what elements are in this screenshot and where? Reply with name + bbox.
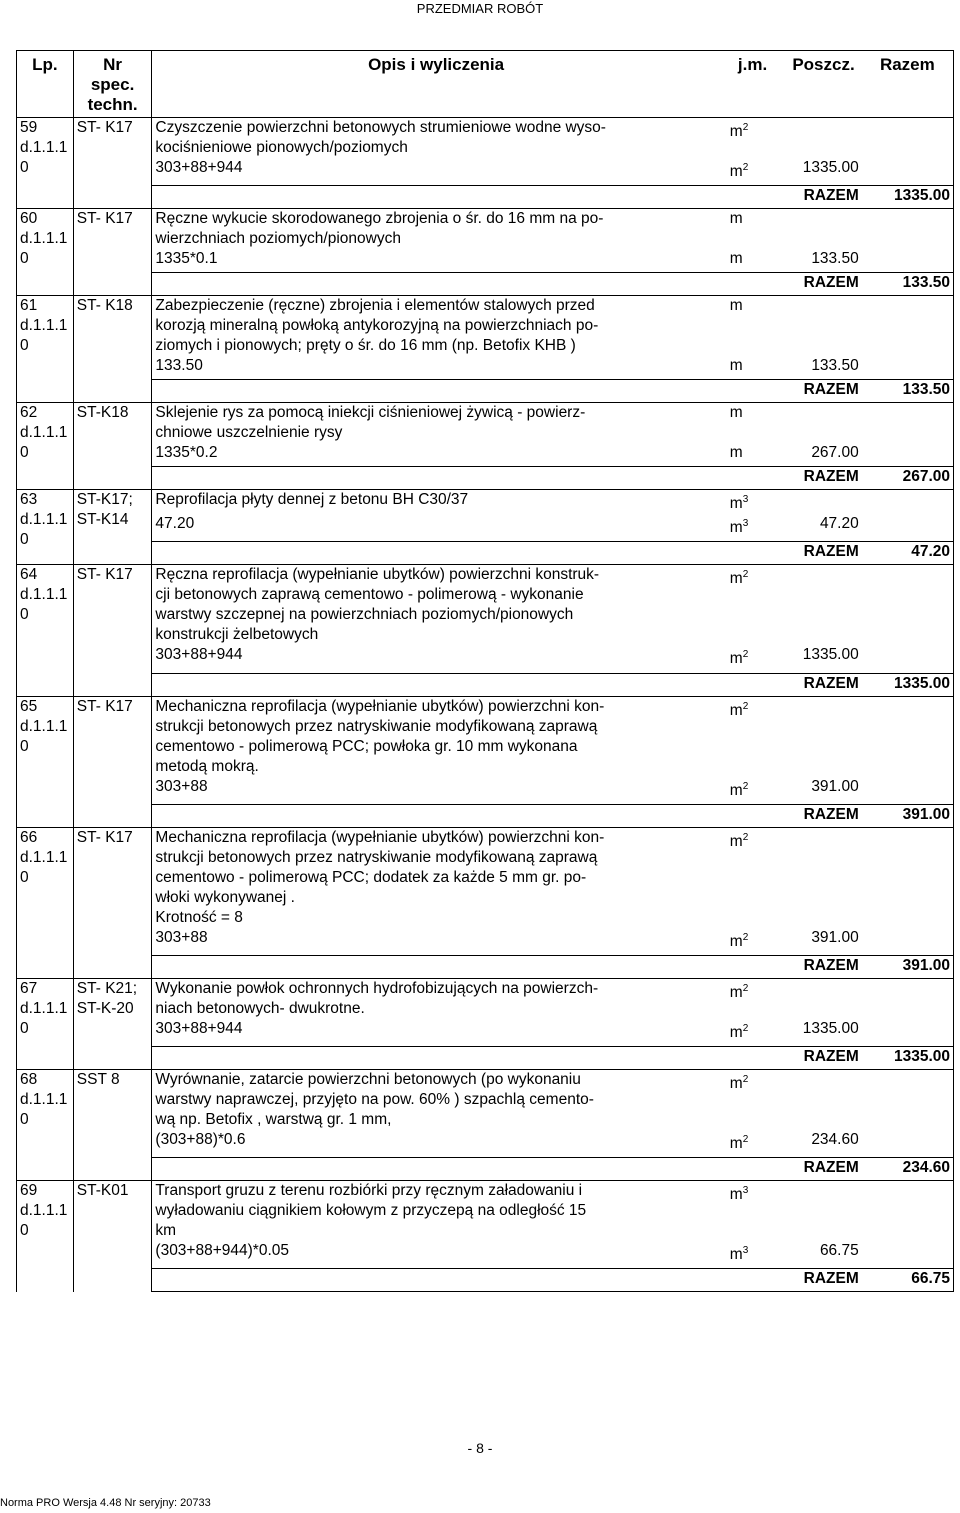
item-calc-unit: $m^2$	[729, 162, 749, 181]
empty-cell	[152, 273, 720, 296]
empty-cell	[862, 1241, 954, 1269]
empty-cell	[720, 804, 786, 827]
item-calculation: 303+88+944	[152, 1019, 720, 1047]
empty-cell	[152, 186, 720, 209]
empty-cell	[862, 978, 954, 1019]
item-unit: $m^2$	[720, 696, 786, 777]
item-row	[17, 696, 954, 777]
item-total-label: RAZEM	[785, 955, 861, 978]
item-total-label: RAZEM	[785, 804, 861, 827]
item-quantity: 1335.00	[802, 646, 859, 664]
header-lp: Lp.	[17, 51, 74, 118]
item-total-row	[17, 542, 954, 565]
item-total: 1335.00	[862, 186, 954, 209]
item-calculation: 303+88+944	[152, 158, 720, 186]
item-quantity: 1335.00	[802, 159, 859, 176]
empty-cell	[720, 380, 786, 403]
item-spec: ST- K17	[73, 209, 152, 296]
item-calc-row	[17, 249, 954, 273]
empty-cell	[785, 118, 861, 159]
item-description: Wyrównanie, zatarcie powierzchni betonowych (po wykonaniu warstwy naprawczej, przyjęto na pow. 60% ) szpachlą cemento- wą np. Betofix , warstwą gr. 1 mm,	[152, 1070, 720, 1131]
empty-cell	[785, 490, 861, 515]
item-total-label: RAZEM	[785, 380, 861, 403]
empty-cell	[720, 467, 786, 490]
empty-cell	[720, 1158, 786, 1181]
item-total-row	[17, 1158, 954, 1181]
item-calculation: (303+88)*0.6	[152, 1130, 720, 1158]
empty-cell	[785, 1070, 861, 1131]
item-calc-row	[17, 443, 954, 467]
item-description: Sklejenie rys za pomocą iniekcji ciśnieniowej żywicą - powierz- chniowe uszczelnienie rysy	[152, 403, 720, 444]
table-body	[17, 118, 954, 1292]
item-total-row	[17, 380, 954, 403]
empty-cell	[152, 542, 720, 565]
item-unit: $m^3$	[720, 1181, 786, 1242]
item-calculation: 133.50	[152, 356, 720, 380]
empty-cell	[862, 403, 954, 444]
empty-cell	[785, 978, 861, 1019]
header-opis: Opis i wyliczenia	[152, 51, 720, 118]
item-calculation: 1335*0.1	[152, 249, 720, 273]
item-calc-unit: m	[729, 250, 743, 268]
item-total: 1335.00	[862, 1047, 954, 1070]
empty-cell	[152, 1269, 720, 1292]
header-razem: Razem	[862, 51, 954, 118]
item-calc-row	[17, 928, 954, 956]
item-description: Mechaniczna reprofilacja (wypełnianie ubytków) powierzchni kon- strukcji betonowych przez natryskiwanie modyfikowaną zaprawą cementowo - polimerową PCC; powłoka gr. 10 mm wykonana metodą mokrą.	[152, 696, 720, 777]
item-row	[17, 490, 954, 515]
item-calc-unit: m	[729, 357, 743, 375]
empty-cell	[720, 1047, 786, 1070]
empty-cell	[785, 827, 861, 928]
item-quantity: 133.50	[811, 250, 859, 268]
item-calc-row	[17, 645, 954, 673]
empty-cell	[152, 804, 720, 827]
item-total-label: RAZEM	[785, 1158, 861, 1181]
item-total: 234.60	[862, 1158, 954, 1181]
item-calc-row	[17, 1130, 954, 1158]
item-total-label: RAZEM	[785, 186, 861, 209]
item-row	[17, 209, 954, 250]
item-calc-unit: $m^2$	[729, 780, 749, 799]
item-total-row	[17, 273, 954, 296]
item-quantity: 133.50	[811, 357, 859, 375]
header-poszcz: Poszcz.	[785, 51, 861, 118]
item-spec: ST- K17	[73, 827, 152, 978]
item-calculation: 303+88	[152, 928, 720, 956]
item-description: Wykonanie powłok ochronnych hydrofobizujących na powierzch- niach betonowych- dwukrotne.	[152, 978, 720, 1019]
item-total: 391.00	[862, 955, 954, 978]
item-row	[17, 1181, 954, 1242]
empty-cell	[720, 542, 786, 565]
item-description: Ręczna reprofilacja (wypełnianie ubytków) powierzchni konstruk- cji betonowych zaprawą cementowo - polimerową - wykonanie warstwy szczepnej na powierzchniach poziomych/pionowych konstrukcji żelbetowych	[152, 565, 720, 646]
item-lp: 67 d.1.1.1 0	[17, 978, 74, 1069]
item-total-row	[17, 955, 954, 978]
empty-cell	[862, 645, 954, 673]
item-quantity: 1335.00	[802, 1019, 859, 1037]
page-number: - 8 -	[467, 1440, 493, 1456]
item-quantity: 267.00	[811, 444, 859, 462]
item-total: 47.20	[862, 542, 954, 565]
empty-cell	[862, 1130, 954, 1158]
empty-cell	[862, 249, 954, 273]
empty-cell	[785, 1181, 861, 1242]
item-description: Mechaniczna reprofilacja (wypełnianie ubytków) powierzchni kon- strukcji betonowych przez natryskiwanie modyfikowaną zaprawą cementowo - polimerową PCC; dodatek za każde 5 mm gr. po- włoki wykonywanej . Krotność = 8	[152, 827, 720, 928]
empty-cell	[862, 1070, 954, 1131]
item-calc-row	[17, 777, 954, 805]
empty-cell	[862, 296, 954, 357]
item-lp: 64 d.1.1.1 0	[17, 565, 74, 696]
item-quantity: 66.75	[819, 1242, 859, 1260]
empty-cell	[862, 827, 954, 928]
item-lp: 69 d.1.1.1 0	[17, 1181, 74, 1292]
empty-cell	[862, 928, 954, 956]
empty-cell	[862, 118, 954, 159]
cost-estimate-table	[16, 50, 954, 1292]
empty-cell	[152, 467, 720, 490]
empty-cell	[152, 955, 720, 978]
item-description: Transport gruzu z terenu rozbiórki przy ręcznym załadowaniu i wyładowaniu ciągnikiem kołowym z przyczepą na odległość 15 km	[152, 1181, 720, 1242]
item-total: 133.50	[862, 380, 954, 403]
empty-cell	[862, 356, 954, 380]
empty-cell	[862, 1019, 954, 1047]
item-description: Reprofilacja płyty dennej z betonu BH C30/37	[152, 490, 720, 515]
item-total: 133.50	[862, 273, 954, 296]
item-total-row	[17, 1269, 954, 1292]
item-unit: m	[720, 209, 786, 250]
empty-cell	[785, 209, 861, 250]
item-total-label: RAZEM	[785, 467, 861, 490]
item-row	[17, 565, 954, 646]
empty-cell	[862, 209, 954, 250]
empty-cell	[862, 443, 954, 467]
empty-cell	[862, 514, 954, 542]
item-calc-unit: m	[729, 444, 743, 462]
item-total-row	[17, 186, 954, 209]
item-total-row	[17, 467, 954, 490]
item-total-row	[17, 804, 954, 827]
item-description: Zabezpieczenie (ręczne) zbrojenia i elementów stalowych przed korozją mineralną powłoką antykorozyjną na powierzchniach po- ziomych i pionowych; pręty o śr. do 16 mm (np. Betofix KHB )	[152, 296, 720, 357]
item-quantity: 391.00	[811, 777, 859, 795]
item-total-label: RAZEM	[785, 1047, 861, 1070]
item-row	[17, 978, 954, 1019]
item-calc-row	[17, 1019, 954, 1047]
empty-cell	[152, 380, 720, 403]
item-calc-unit: $m^3$	[729, 1245, 749, 1264]
item-description: Ręczne wykucie skorodowanego zbrojenia o śr. do 16 mm na po- wierzchniach poziomych/pionowych	[152, 209, 720, 250]
item-lp: 61 d.1.1.1 0	[17, 296, 74, 403]
empty-cell	[785, 696, 861, 777]
item-calc-row	[17, 158, 954, 186]
item-total-label: RAZEM	[785, 1269, 861, 1292]
empty-cell	[152, 1158, 720, 1181]
item-total-row	[17, 673, 954, 696]
item-total: 267.00	[862, 467, 954, 490]
empty-cell	[720, 273, 786, 296]
empty-cell	[862, 1181, 954, 1242]
item-calc-unit: $m^2$	[729, 1022, 749, 1042]
item-spec: ST- K17	[73, 565, 152, 696]
empty-cell	[785, 296, 861, 357]
item-calc-unit: $m^2$	[729, 649, 749, 668]
empty-cell	[862, 490, 954, 515]
item-row	[17, 118, 954, 159]
item-total-label: RAZEM	[785, 542, 861, 565]
item-calc-unit: $m^2$	[729, 1134, 749, 1153]
item-spec: ST- K17	[73, 696, 152, 827]
item-spec: ST-K17; ST-K14	[73, 490, 152, 565]
item-calculation: 47.20	[152, 514, 720, 542]
item-row	[17, 403, 954, 444]
item-calc-unit: $m^3$	[729, 518, 749, 537]
empty-cell	[862, 777, 954, 805]
item-spec: ST- K21; ST-K-20	[73, 978, 152, 1069]
item-lp: 63 d.1.1.1 0	[17, 490, 74, 565]
item-spec: ST- K18	[73, 296, 152, 403]
item-total-label: RAZEM	[785, 273, 861, 296]
empty-cell	[152, 673, 720, 696]
page-header: PRZEDMIAR ROBÓT	[416, 1, 544, 16]
item-unit: $m^2$	[720, 827, 786, 928]
item-spec: ST-K18	[73, 403, 152, 490]
item-calculation: (303+88+944)*0.05	[152, 1241, 720, 1269]
item-calculation: 303+88	[152, 777, 720, 805]
item-total-row	[17, 1047, 954, 1070]
item-lp: 59 d.1.1.1 0	[17, 118, 74, 209]
header-nr: Nr spec. techn.	[73, 51, 152, 118]
empty-cell	[720, 186, 786, 209]
item-quantity: 234.60	[811, 1131, 859, 1149]
item-unit: $m^2$	[720, 1070, 786, 1131]
item-unit: $m^2$	[720, 118, 786, 159]
table-header-row	[17, 51, 954, 118]
empty-cell	[862, 158, 954, 186]
item-lp: 60 d.1.1.1 0	[17, 209, 74, 296]
item-unit: m	[720, 403, 786, 444]
item-calc-row	[17, 1241, 954, 1269]
item-total: 66.75	[862, 1269, 954, 1292]
footer-text: Norma PRO Wersja 4.48 Nr seryjny: 20733	[0, 1497, 211, 1509]
item-row	[17, 1070, 954, 1131]
item-total: 1335.00	[862, 673, 954, 696]
item-lp: 66 d.1.1.1 0	[17, 827, 74, 978]
item-lp: 68 d.1.1.1 0	[17, 1070, 74, 1181]
item-quantity: 47.20	[819, 515, 859, 533]
item-calculation: 1335*0.2	[152, 443, 720, 467]
item-spec: SST 8	[73, 1070, 152, 1181]
item-spec: ST-K01	[73, 1181, 152, 1292]
item-description: Czyszczenie powierzchni betonowych strumieniowe wodne wyso- kociśnieniowe pionowych/poziomych	[152, 118, 720, 159]
item-unit: $m^3$	[720, 490, 786, 515]
empty-cell	[720, 1269, 786, 1292]
empty-cell	[785, 565, 861, 646]
empty-cell	[862, 696, 954, 777]
item-row	[17, 827, 954, 928]
empty-cell	[862, 565, 954, 646]
item-lp: 62 d.1.1.1 0	[17, 403, 74, 490]
empty-cell	[720, 955, 786, 978]
item-total-label: RAZEM	[785, 673, 861, 696]
item-calculation: 303+88+944	[152, 645, 720, 673]
header-jm: j.m.	[720, 51, 786, 118]
empty-cell	[152, 1047, 720, 1070]
item-calc-row	[17, 356, 954, 380]
item-unit: $m^2$	[720, 565, 786, 646]
item-lp: 65 d.1.1.1 0	[17, 696, 74, 827]
item-quantity: 391.00	[811, 928, 859, 946]
item-spec: ST- K17	[73, 118, 152, 209]
empty-cell	[785, 403, 861, 444]
item-total: 391.00	[862, 804, 954, 827]
item-unit: $m^2$	[720, 978, 786, 1019]
item-calc-unit: $m^2$	[729, 931, 749, 950]
item-row	[17, 296, 954, 357]
item-calc-row	[17, 514, 954, 542]
item-unit: m	[720, 296, 786, 357]
empty-cell	[720, 673, 786, 696]
